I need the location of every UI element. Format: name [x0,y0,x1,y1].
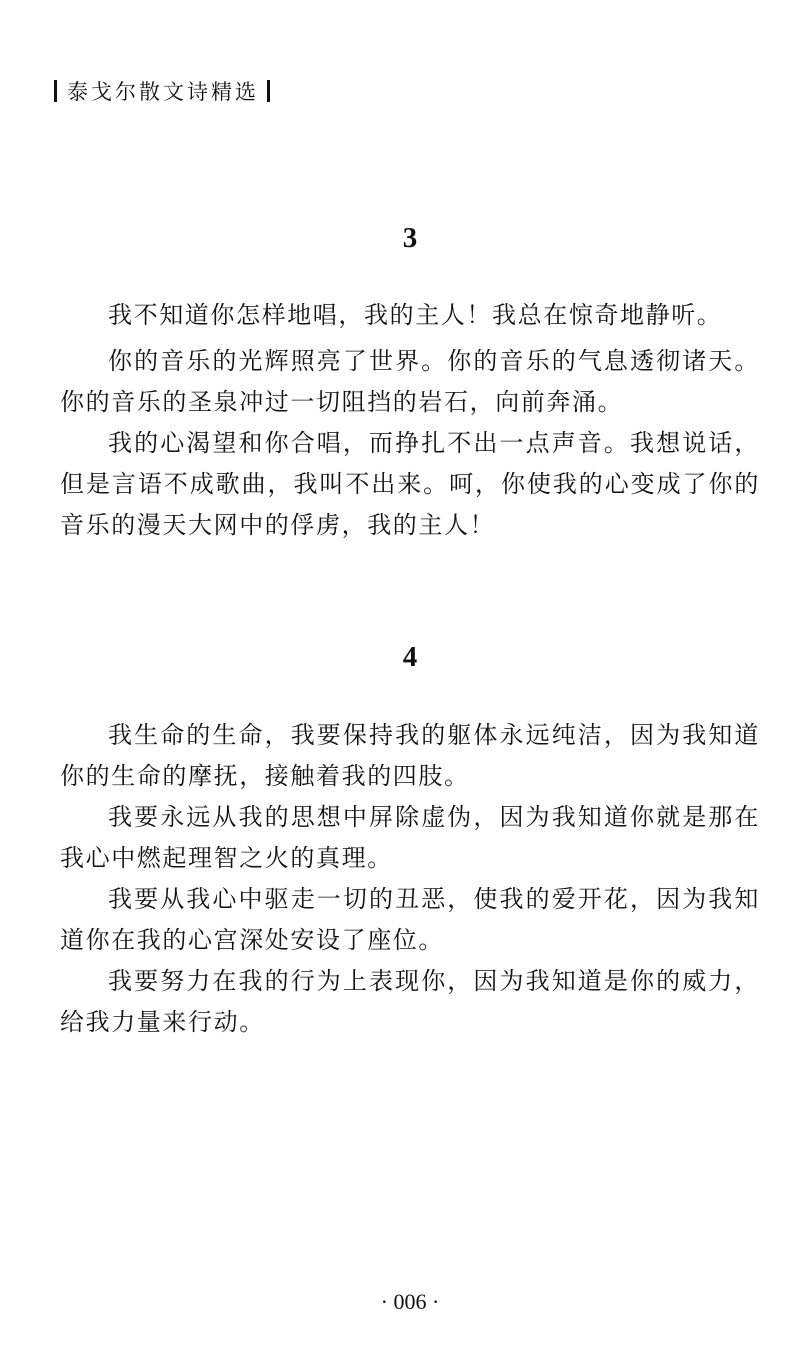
paragraph: 我生命的生命，我要保持我的躯体永远纯洁，因为我知道你的生命的摩抚，接触着我的四肢。 [60,721,760,790]
paragraph: 我要永远从我的思想中屏除虚伪，因为我知道你就是那在我心中燃起理智之火的真理。 [60,803,760,872]
page-number: · 006 · [380,1289,440,1314]
paragraph: 你的音乐的光辉照亮了世界。你的音乐的气息透彻诸天。你的音乐的圣泉冲过一切阻挡的岩石，向前奔涌。 [60,347,760,416]
header-right-rule [267,80,270,102]
section-number: 4 [402,641,418,673]
book-title: 泰戈尔散文诗精选 [67,80,259,104]
running-header [54,76,270,106]
paragraph: 我不知道你怎样地唱，我的主人！我总在惊奇地静听。 [108,301,723,329]
paragraph: 我要努力在我的行为上表现你，因为我知道是你的威力，给我力量来行动。 [60,967,760,1036]
section-number: 3 [402,222,418,254]
paragraph: 我要从我心中驱走一切的丑恶，使我的爱开花，因为我知道你在我的心宫深处安设了座位。 [60,885,760,954]
paragraph: 我的心渴望和你合唱，而挣扎不出一点声音。我想说话，但是言语不成歌曲，我叫不出来。呵，你使我的心变成了你的音乐的漫天大网中的俘虏，我的主人！ [60,429,760,539]
header-left-rule [54,80,57,102]
